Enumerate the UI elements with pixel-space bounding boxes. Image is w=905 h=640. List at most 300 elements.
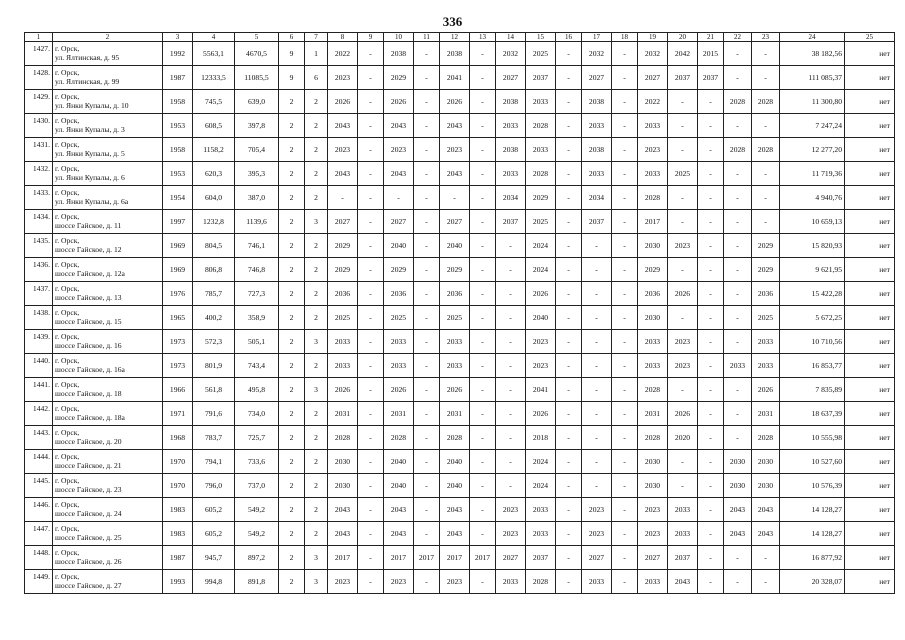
address-city: г. Орск, [55,284,80,293]
data-cell: - [414,522,440,546]
data-cell: нет [845,306,895,330]
data-cell: - [414,282,440,306]
address-cell [53,210,163,234]
data-cell: 2029 [638,258,668,282]
data-cell: 1970 [163,450,193,474]
data-cell: - [612,426,638,450]
data-cell: 2027 [440,210,470,234]
data-cell: - [358,450,384,474]
table-row [25,474,895,498]
data-cell: - [556,282,582,306]
address-city: г. Орск, [55,356,80,365]
data-cell: 4 940,76 [780,186,845,210]
address-city: г. Орск, [55,572,80,581]
data-cell: - [414,378,440,402]
data-cell: 2025 [384,306,414,330]
address-cell [53,258,163,282]
data-cell: 2 [279,546,305,570]
table-row [25,66,895,90]
data-cell: 2032 [496,42,526,66]
address-city: г. Орск, [55,428,80,437]
data-cell: - [698,282,724,306]
column-number-cell: 15 [526,33,556,42]
data-cell: - [358,234,384,258]
data-cell: 2041 [526,378,556,402]
page-number: 336 [442,14,463,29]
data-cell: - [668,258,698,282]
address-city: г. Орск, [55,332,80,341]
data-cell: 2023 [638,522,668,546]
row-number-cell: 1432. [25,162,53,186]
data-cell: - [358,258,384,282]
data-cell: 395,3 [235,162,279,186]
data-cell: - [358,354,384,378]
data-cell: - [496,330,526,354]
address-cell [53,138,163,162]
address-street: шоссе Гайское, д. 11 [55,221,122,230]
data-cell: - [698,378,724,402]
column-number-cell: 16 [556,33,582,42]
data-cell: 2023 [496,498,526,522]
data-cell: - [414,234,440,258]
data-cell: 2043 [328,162,358,186]
data-cell: 734,0 [235,402,279,426]
row-number-cell: 1447. [25,522,53,546]
data-cell: - [470,498,496,522]
data-cell: - [556,522,582,546]
data-cell: 2027 [496,66,526,90]
data-cell: - [724,378,752,402]
data-cell: 2030 [328,450,358,474]
data-cell: нет [845,258,895,282]
data-cell: - [470,234,496,258]
data-cell: - [358,138,384,162]
address-cell [53,426,163,450]
data-cell: 2033 [496,570,526,594]
data-cell: 2 [279,258,305,282]
data-cell: 3 [305,330,328,354]
data-cell: 794,1 [193,450,235,474]
data-cell: - [612,234,638,258]
data-cell: 10 527,60 [780,450,845,474]
data-cell: 111 085,37 [780,66,845,90]
data-cell: 2033 [724,354,752,378]
data-cell: - [414,186,440,210]
data-cell: 2 [305,234,328,258]
data-cell: 2025 [526,210,556,234]
data-cell: нет [845,330,895,354]
data-cell: 2025 [526,42,556,66]
address-street: шоссе Гайское, д. 27 [55,581,122,590]
data-cell: - [698,402,724,426]
data-cell: - [698,522,724,546]
address-city: г. Орск, [55,524,80,533]
data-cell: 2033 [384,354,414,378]
data-cell: - [358,114,384,138]
data-cell: - [612,330,638,354]
data-cell: - [582,234,612,258]
data-cell: 2037 [668,546,698,570]
data-cell: - [612,42,638,66]
data-cell: 2043 [328,498,358,522]
data-cell: - [470,402,496,426]
data-cell: - [414,498,440,522]
data-cell: - [556,234,582,258]
data-cell: - [612,354,638,378]
data-cell: 10 659,13 [780,210,845,234]
data-cell: - [440,186,470,210]
column-number-cell: 13 [470,33,496,42]
data-cell: - [668,474,698,498]
data-cell: 605,2 [193,522,235,546]
row-number-cell: 1431. [25,138,53,162]
data-cell: нет [845,474,895,498]
data-cell: 994,8 [193,570,235,594]
data-cell: 549,2 [235,522,279,546]
address-cell [53,546,163,570]
data-cell: 2032 [582,42,612,66]
address-street: ул. Янки Купалы, д. 6 [55,173,125,182]
data-cell: 2042 [668,42,698,66]
address-city: г. Орск, [55,92,80,101]
data-cell: 2023 [582,522,612,546]
column-number-cell: 19 [638,33,668,42]
data-cell: - [752,114,780,138]
data-cell: - [668,378,698,402]
data-cell: - [414,570,440,594]
data-cell: - [724,162,752,186]
row-number-cell: 1445. [25,474,53,498]
data-cell: 2017 [440,546,470,570]
data-cell: 11 300,80 [780,90,845,114]
data-cell: 608,5 [193,114,235,138]
data-cell: - [612,402,638,426]
data-cell: 725,7 [235,426,279,450]
data-cell: нет [845,402,895,426]
data-cell: - [470,330,496,354]
data-cell: 2 [305,498,328,522]
data-cell: 2 [305,354,328,378]
data-cell: 2028 [752,138,780,162]
data-cell: 2026 [440,90,470,114]
data-cell: 20 328,07 [780,570,845,594]
data-cell: - [582,282,612,306]
data-cell: 2033 [668,498,698,522]
data-cell: 2043 [440,114,470,138]
column-number-cell: 7 [305,33,328,42]
address-street: шоссе Гайское, д. 18 [55,389,122,398]
data-cell: 2026 [668,282,698,306]
data-cell: 2029 [440,258,470,282]
data-cell: 2028 [638,186,668,210]
data-cell: 2 [305,306,328,330]
data-cell: нет [845,426,895,450]
data-cell: - [358,306,384,330]
data-cell: нет [845,570,895,594]
data-cell: 2029 [384,66,414,90]
data-cell: - [384,186,414,210]
address-cell [53,474,163,498]
data-cell: 2043 [384,162,414,186]
data-cell: - [470,474,496,498]
data-cell: 1158,2 [193,138,235,162]
data-cell: 2033 [526,138,556,162]
data-cell: 4670,5 [235,42,279,66]
data-cell: 2027 [582,66,612,90]
data-cell: - [358,402,384,426]
data-cell: 2 [305,138,328,162]
data-cell: 785,7 [193,282,235,306]
data-cell: 9 621,95 [780,258,845,282]
data-cell: 2033 [526,522,556,546]
address-street: шоссе Гайское, д. 26 [55,557,122,566]
data-cell: 2033 [496,162,526,186]
address-cell [53,234,163,258]
data-cell: 6 [305,66,328,90]
address-cell [53,114,163,138]
data-cell: - [612,522,638,546]
data-cell: - [414,42,440,66]
data-cell: 2 [279,306,305,330]
data-cell: 2034 [496,186,526,210]
data-cell: 38 182,56 [780,42,845,66]
data-cell: - [724,426,752,450]
row-number-cell: 1428. [25,66,53,90]
data-cell: 945,7 [193,546,235,570]
data-cell: - [470,426,496,450]
row-number-cell: 1449. [25,570,53,594]
data-cell: - [582,474,612,498]
data-cell: 2017 [328,546,358,570]
data-cell: - [612,378,638,402]
data-cell: - [358,282,384,306]
data-cell: - [496,474,526,498]
data-cell: - [668,306,698,330]
table-row [25,378,895,402]
data-cell: 2030 [752,474,780,498]
data-cell: - [556,402,582,426]
data-cell: 2030 [638,234,668,258]
data-cell: - [496,306,526,330]
data-cell: 2026 [526,282,556,306]
data-cell: 3 [305,546,328,570]
data-cell: - [414,426,440,450]
data-cell: - [724,210,752,234]
data-cell: - [414,90,440,114]
data-cell: - [470,378,496,402]
column-number-cell: 8 [328,33,358,42]
data-cell: 2038 [582,90,612,114]
header-row [25,33,895,42]
data-cell: 18 637,39 [780,402,845,426]
data-cell: 2017 [638,210,668,234]
address-cell [53,330,163,354]
data-cell: - [612,138,638,162]
column-number-cell: 4 [193,33,235,42]
data-cell: 495,8 [235,378,279,402]
data-cell: 1997 [163,210,193,234]
data-cell: - [556,450,582,474]
data-cell: 2 [279,162,305,186]
data-cell: - [612,450,638,474]
table-row [25,354,895,378]
column-number-cell: 23 [752,33,780,42]
address-cell [53,162,163,186]
data-cell: - [358,90,384,114]
table-row [25,402,895,426]
data-cell: 2015 [698,42,724,66]
address-city: г. Орск, [55,68,80,77]
data-cell: - [470,282,496,306]
data-cell: 3 [305,570,328,594]
data-cell: - [470,114,496,138]
data-cell: 1976 [163,282,193,306]
data-cell: 2 [279,138,305,162]
data-cell: - [668,450,698,474]
data-cell: 7 835,89 [780,378,845,402]
address-city: г. Орск, [55,404,80,413]
data-cell: - [698,162,724,186]
data-cell: 1973 [163,330,193,354]
data-cell: - [556,354,582,378]
data-cell: 10 710,56 [780,330,845,354]
data-cell: - [698,306,724,330]
data-cell: - [752,66,780,90]
data-cell: 2028 [526,570,556,594]
data-cell: 358,9 [235,306,279,330]
data-cell: 2023 [638,138,668,162]
data-cell: 639,0 [235,90,279,114]
data-cell: 2027 [638,546,668,570]
data-cell: 2027 [384,210,414,234]
data-cell: - [698,186,724,210]
address-street: шоссе Гайское, д. 25 [55,533,122,542]
data-cell: 1973 [163,354,193,378]
data-cell: - [752,570,780,594]
data-cell: - [470,258,496,282]
row-number-cell: 1444. [25,450,53,474]
data-cell: 2023 [440,570,470,594]
data-cell: 2031 [384,402,414,426]
data-cell: 2028 [526,114,556,138]
column-number-cell: 3 [163,33,193,42]
data-cell: - [358,570,384,594]
data-cell: - [414,354,440,378]
data-cell: - [556,210,582,234]
data-cell: 604,0 [193,186,235,210]
data-cell: 2038 [496,90,526,114]
column-number-cell: 18 [612,33,638,42]
data-cell: - [414,330,440,354]
data-cell: 2033 [526,90,556,114]
address-cell [53,90,163,114]
data-cell: 2 [305,522,328,546]
data-cell: 620,3 [193,162,235,186]
data-cell: - [612,570,638,594]
data-cell: 2040 [384,450,414,474]
data-cell: 2028 [724,138,752,162]
address-cell [53,354,163,378]
data-cell: 549,2 [235,498,279,522]
address-cell [53,402,163,426]
column-number-cell: 12 [440,33,470,42]
data-cell: 2033 [440,330,470,354]
data-cell: 2037 [698,66,724,90]
data-cell: 1958 [163,90,193,114]
row-number-cell: 1435. [25,234,53,258]
row-number-cell: 1427. [25,42,53,66]
data-cell: 2033 [384,330,414,354]
data-cell: 2033 [526,498,556,522]
data-cell: 1 [305,42,328,66]
table-row [25,42,895,66]
data-cell: - [556,186,582,210]
data-cell: 2025 [668,162,698,186]
data-cell: - [358,498,384,522]
data-cell: - [698,114,724,138]
table-row [25,210,895,234]
data-cell: 2040 [440,474,470,498]
data-cell: 5563,1 [193,42,235,66]
data-cell: - [724,258,752,282]
data-cell: нет [845,498,895,522]
data-cell: - [556,90,582,114]
data-cell: - [470,522,496,546]
data-cell: 2033 [328,354,358,378]
data-cell: - [470,306,496,330]
data-cell: - [582,378,612,402]
data-cell: 2037 [526,66,556,90]
data-cell: - [496,354,526,378]
data-cell: 2027 [638,66,668,90]
data-cell: 2026 [526,402,556,426]
address-street: шоссе Гайское, д. 24 [55,509,122,518]
data-cell: 2025 [752,306,780,330]
data-cell: 743,4 [235,354,279,378]
data-cell: - [612,498,638,522]
data-cell: - [414,66,440,90]
data-cell: - [556,570,582,594]
data-cell: 1953 [163,114,193,138]
data-cell: 2038 [384,42,414,66]
data-cell: 2040 [384,234,414,258]
data-cell: - [556,426,582,450]
data-cell: - [496,258,526,282]
data-cell: 2043 [328,114,358,138]
data-cell: нет [845,162,895,186]
data-cell: 9 [279,66,305,90]
data-cell: - [668,210,698,234]
data-cell: - [698,138,724,162]
data-cell: - [724,234,752,258]
data-cell: - [496,426,526,450]
data-cell: 2027 [582,546,612,570]
column-number-cell: 1 [25,33,53,42]
data-cell: - [470,450,496,474]
data-cell: 891,8 [235,570,279,594]
data-cell: - [556,162,582,186]
data-cell: - [698,474,724,498]
table-row [25,90,895,114]
data-cell: 2038 [496,138,526,162]
data-cell: - [612,114,638,138]
data-cell: 2041 [440,66,470,90]
row-number-cell: 1429. [25,90,53,114]
data-cell: 2023 [384,138,414,162]
data-cell: 2017 [384,546,414,570]
data-cell: нет [845,546,895,570]
data-cell: 16 853,77 [780,354,845,378]
